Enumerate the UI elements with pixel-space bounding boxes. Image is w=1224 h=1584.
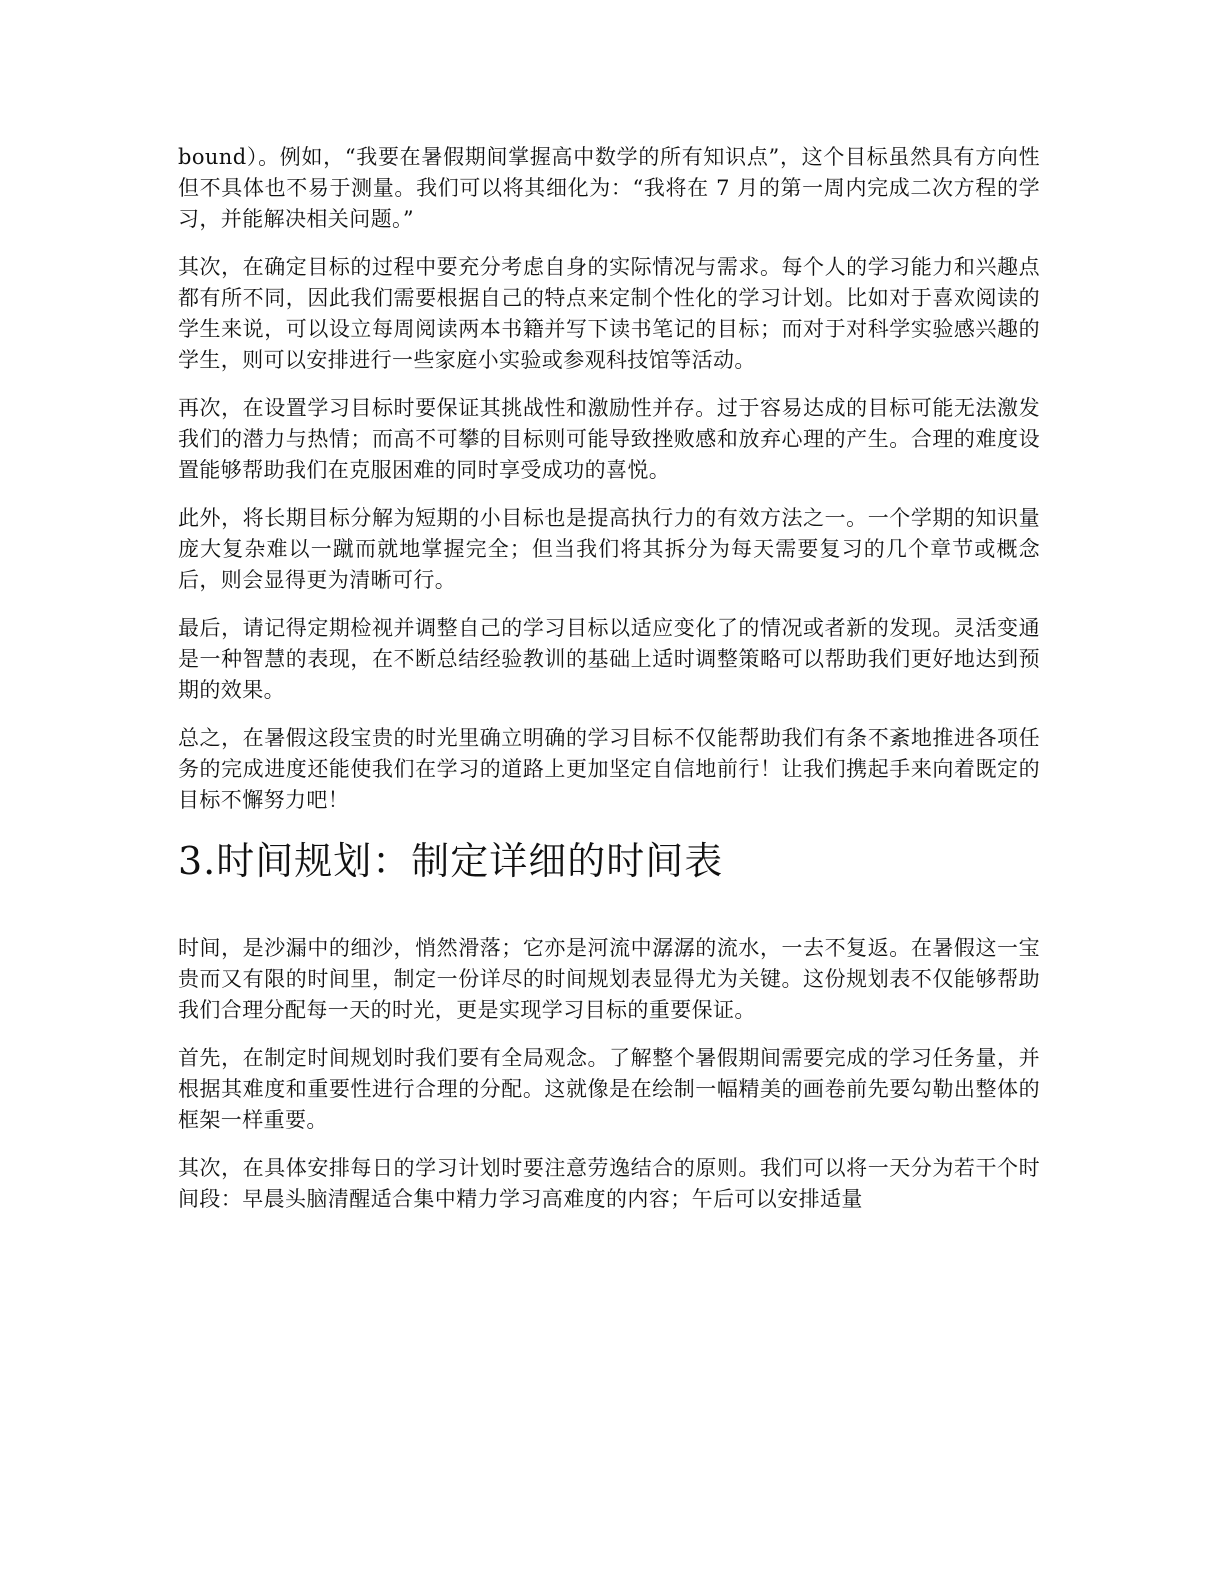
- paragraph-personal-needs: 其次，在确定目标的过程中要充分考虑自身的实际情况与需求。每个人的学习能力和兴趣点都有所不同，因此我们需要根据自己的特点来定制个性化的学习计划。比如对于喜欢阅读的学生来说，可以设立每周阅读两本书籍并写下读书笔记的目标；而对于对科学实验感兴趣的学生，则可以安排进行一些家庭小实验或参观科技馆等活动。: [178, 255, 1040, 372]
- section-heading-time-planning: 3.时间规划：制定详细的时间表: [178, 839, 724, 883]
- document-body: [178, 142, 1040, 1232]
- paragraph-challenge-motivation: 再次，在设置学习目标时要保证其挑战性和激励性并存。过于容易达成的目标可能无法激发我们的潜力与热情；而高不可攀的目标则可能导致挫败感和放弃心理的产生。合理的难度设置能够帮助我们在克服困难的同时享受成功的喜悦。: [178, 396, 1040, 482]
- paragraph-conclusion: 总之，在暑假这段宝贵的时光里确立明确的学习目标不仅能帮助我们有条不紊地推进各项任务的完成进度还能使我们在学习的道路上更加坚定自信地前行！让我们携起手来向着既定的目标不懈努力吧！: [178, 726, 1040, 812]
- paragraph-time-intro: 时间，是沙漏中的细沙，悄然滑落；它亦是河流中潺潺的流水，一去不复返。在暑假这一宝贵而又有限的时间里，制定一份详尽的时间规划表显得尤为关键。这份规划表不仅能够帮助我们合理分配每一天的时光，更是实现学习目标的重要保证。: [178, 936, 1040, 1022]
- paragraph-smart-goal-example: bound）。例如，“我要在暑假期间掌握高中数学的所有知识点”，这个目标虽然具有方向性但不具体也不易于测量。我们可以将其细化为：“我将在 7 月的第一周内完成二次方程的学习，并能解决相关问题。”: [178, 145, 1040, 231]
- paragraph-global-view: 首先，在制定时间规划时我们要有全局观念。了解整个暑假期间需要完成的学习任务量，并根据其难度和重要性进行合理的分配。这就像是在绘制一幅精美的画卷前先要勾勒出整体的框架一样重要。: [178, 1046, 1040, 1132]
- paragraph-review-adjust: 最后，请记得定期检视并调整自己的学习目标以适应变化了的情况或者新的发现。灵活变通是一种智慧的表现，在不断总结经验教训的基础上适时调整策略可以帮助我们更好地达到预期的效果。: [178, 616, 1040, 702]
- paragraph-break-down-goals: 此外，将长期目标分解为短期的小目标也是提高执行力的有效方法之一。一个学期的知识量庞大复杂难以一蹴而就地掌握完全；但当我们将其拆分为每天需要复习的几个章节或概念后，则会显得更为清晰可行。: [178, 506, 1040, 592]
- paragraph-daily-plan: 其次，在具体安排每日的学习计划时要注意劳逸结合的原则。我们可以将一天分为若干个时间段：早晨头脑清醒适合集中精力学习高难度的内容；午后可以安排适量: [178, 1156, 1040, 1211]
